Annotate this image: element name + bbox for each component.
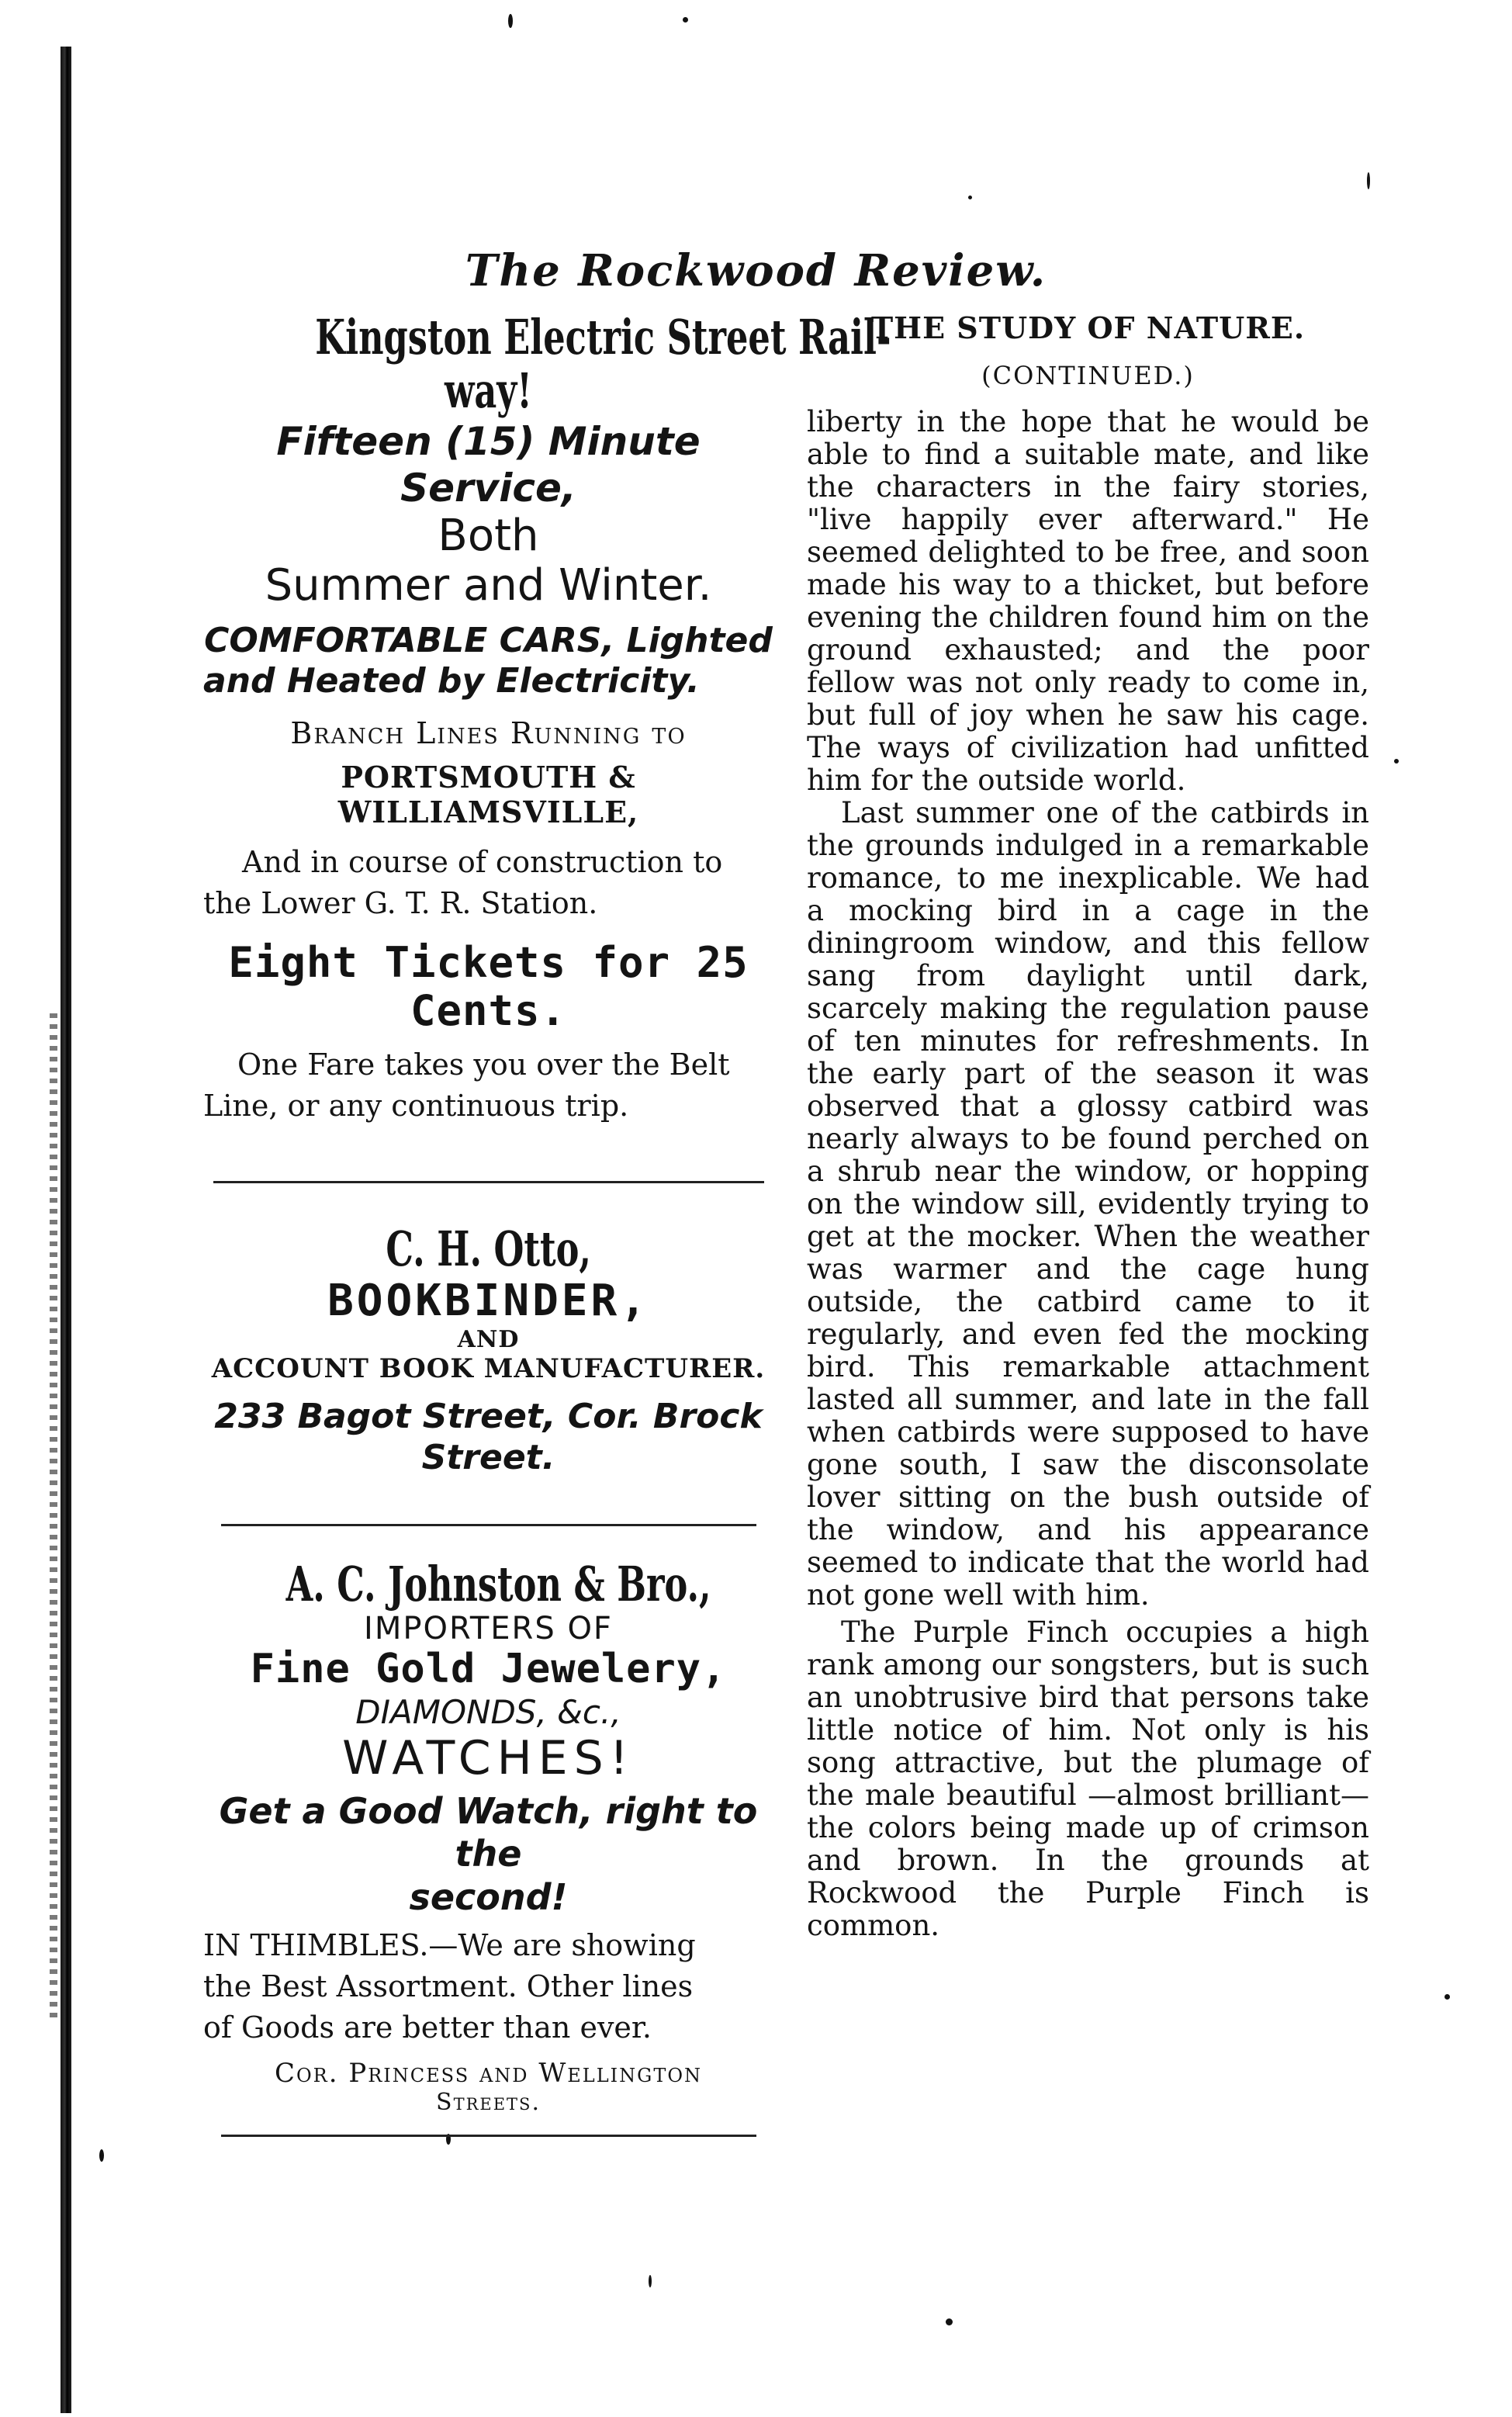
railway-tickets-1: Eight Tickets for 25 bbox=[228, 937, 749, 987]
johnston-thimbles-1: IN THIMBLES.—We are showing bbox=[203, 1927, 696, 1962]
otto-trade-2: ACCOUNT BOOK MANUFACTURER. bbox=[211, 1353, 766, 1385]
railway-seasons: Summer and Winter. bbox=[265, 560, 712, 611]
binding-shadow bbox=[50, 1009, 57, 2017]
ink-speck bbox=[683, 17, 688, 23]
railway-fare-1: One Fare takes you over the Belt bbox=[237, 1047, 730, 1082]
article-paragraph: The Purple Finch occupies a high rank among our songsters, but is such an unobtrusive bird that persons take little notice of him. Not only is his song attractive, but the plumage of the male beautiful —almost brilliant—the colors being made up of crimson and brown. In the grounds at Rockwood the Purple Finch is common. bbox=[807, 1615, 1369, 1942]
railway-places: PORTSMOUTH & WILLIAMSVILLE, bbox=[337, 760, 639, 830]
johnston-importers: IMPORTERS OF bbox=[364, 1611, 613, 1647]
johnston-ad bbox=[203, 1557, 773, 2117]
railway-title-line-1: Kingston Electric Street Rail- bbox=[315, 309, 891, 365]
ink-speck bbox=[1394, 759, 1399, 764]
railway-construction-2: the Lower G. T. R. Station. bbox=[203, 886, 598, 921]
article-subtitle: (CONTINUED.) bbox=[981, 361, 1195, 390]
divider-rule bbox=[221, 2135, 756, 2137]
divider-rule bbox=[213, 1181, 764, 1183]
otto-address-1: 233 Bagot Street, Cor. Brock bbox=[214, 1397, 763, 1437]
ink-speck bbox=[649, 2275, 652, 2287]
binding-edge bbox=[61, 47, 71, 2413]
otto-name: C. H. Otto, bbox=[386, 1221, 591, 1278]
railway-both: Both bbox=[438, 510, 539, 561]
otto-ad bbox=[203, 1222, 773, 1478]
railway-fare-2: Line, or any continuous trip. bbox=[203, 1089, 629, 1123]
railway-tickets-2: Cents. bbox=[410, 985, 567, 1035]
johnston-corner-2: Streets. bbox=[436, 2089, 541, 2117]
railway-cars-line-2: and Heated by Electricity. bbox=[203, 661, 700, 701]
railway-construction-1: And in course of construction to bbox=[242, 845, 723, 880]
johnston-diamonds: DIAMONDS, &c., bbox=[355, 1692, 621, 1731]
railway-cars-line-1: COMFORTABLE CARS, Lighted bbox=[204, 620, 773, 660]
johnston-corner-1: Cor. Princess and Wellington bbox=[274, 2058, 702, 2090]
divider-rule bbox=[221, 1524, 756, 1526]
railway-title-line-2: way! bbox=[445, 362, 532, 420]
johnston-slogan-1: Get a Good Watch, right to the bbox=[219, 1790, 758, 1875]
advertisements-column bbox=[203, 309, 891, 2137]
ink-speck bbox=[1367, 172, 1370, 189]
article-column bbox=[807, 310, 1369, 1942]
ink-speck bbox=[508, 14, 513, 28]
railway-branch: Branch Lines Running to bbox=[290, 716, 687, 751]
article-paragraph: liberty in the hope that he would be able to find a suitable mate, and like the characters in the fairy stories, "live happily ever afterward." He seemed delighted to be free, and soon made his way to a thicket, but before evening the children found him on the ground exhausted; and the poor fellow was not only ready to come in, but full of joy when he saw his cage. The ways of civilization had unfitted him for the outside world. bbox=[807, 405, 1369, 797]
railway-service: Fifteen (15) Minute Service, bbox=[276, 418, 701, 511]
johnston-watches: WATCHES! bbox=[342, 1731, 635, 1786]
otto-address-2: Street. bbox=[421, 1437, 555, 1477]
page-header: The Rockwood Review. bbox=[465, 245, 1047, 296]
johnston-name: A. C. Johnston & Bro., bbox=[285, 1555, 711, 1612]
otto-trade: BOOKBINDER, bbox=[327, 1275, 649, 1326]
otto-and: AND bbox=[457, 1326, 520, 1354]
johnston-goods: Fine Gold Jewelery, bbox=[250, 1646, 727, 1693]
ink-speck bbox=[99, 2149, 104, 2162]
ink-speck bbox=[1445, 1994, 1450, 2000]
article-paragraph: Last summer one of the catbirds in the grounds indulged in a remarkable romance, to me inexplicable. We had a mocking bird in a cage in the diningroom window, and this fellow sang from daylight until dark, scarcely making the regulation pause of ten minutes for refreshments. In the early part of the season it was observed that a glossy catbird was nearly always to be found perched on a shrub near the window, or hopping on the window sill, evidently trying to get at the mocker. When the weather was warmer and the cage hung outside, the catbird came to it regularly, and even fed the mocking bird. This remarkable attachment lasted all summer, and late in the fall when catbirds were supposed to have gone south, I saw the disconsolate lover sitting on the bush outside of the window, and his appearance seemed to indicate that the world had not gone well with him. bbox=[807, 796, 1369, 1612]
ink-speck bbox=[968, 196, 972, 199]
johnston-thimbles-3: of Goods are better than ever. bbox=[203, 2010, 652, 2045]
johnston-slogan-2: second! bbox=[409, 1875, 568, 1918]
article-title: THE STUDY OF NATURE. bbox=[870, 310, 1306, 345]
ink-speck bbox=[946, 2318, 953, 2325]
johnston-thimbles-2: the Best Assortment. Other lines bbox=[203, 1969, 694, 2003]
railway-ad bbox=[203, 309, 891, 1127]
